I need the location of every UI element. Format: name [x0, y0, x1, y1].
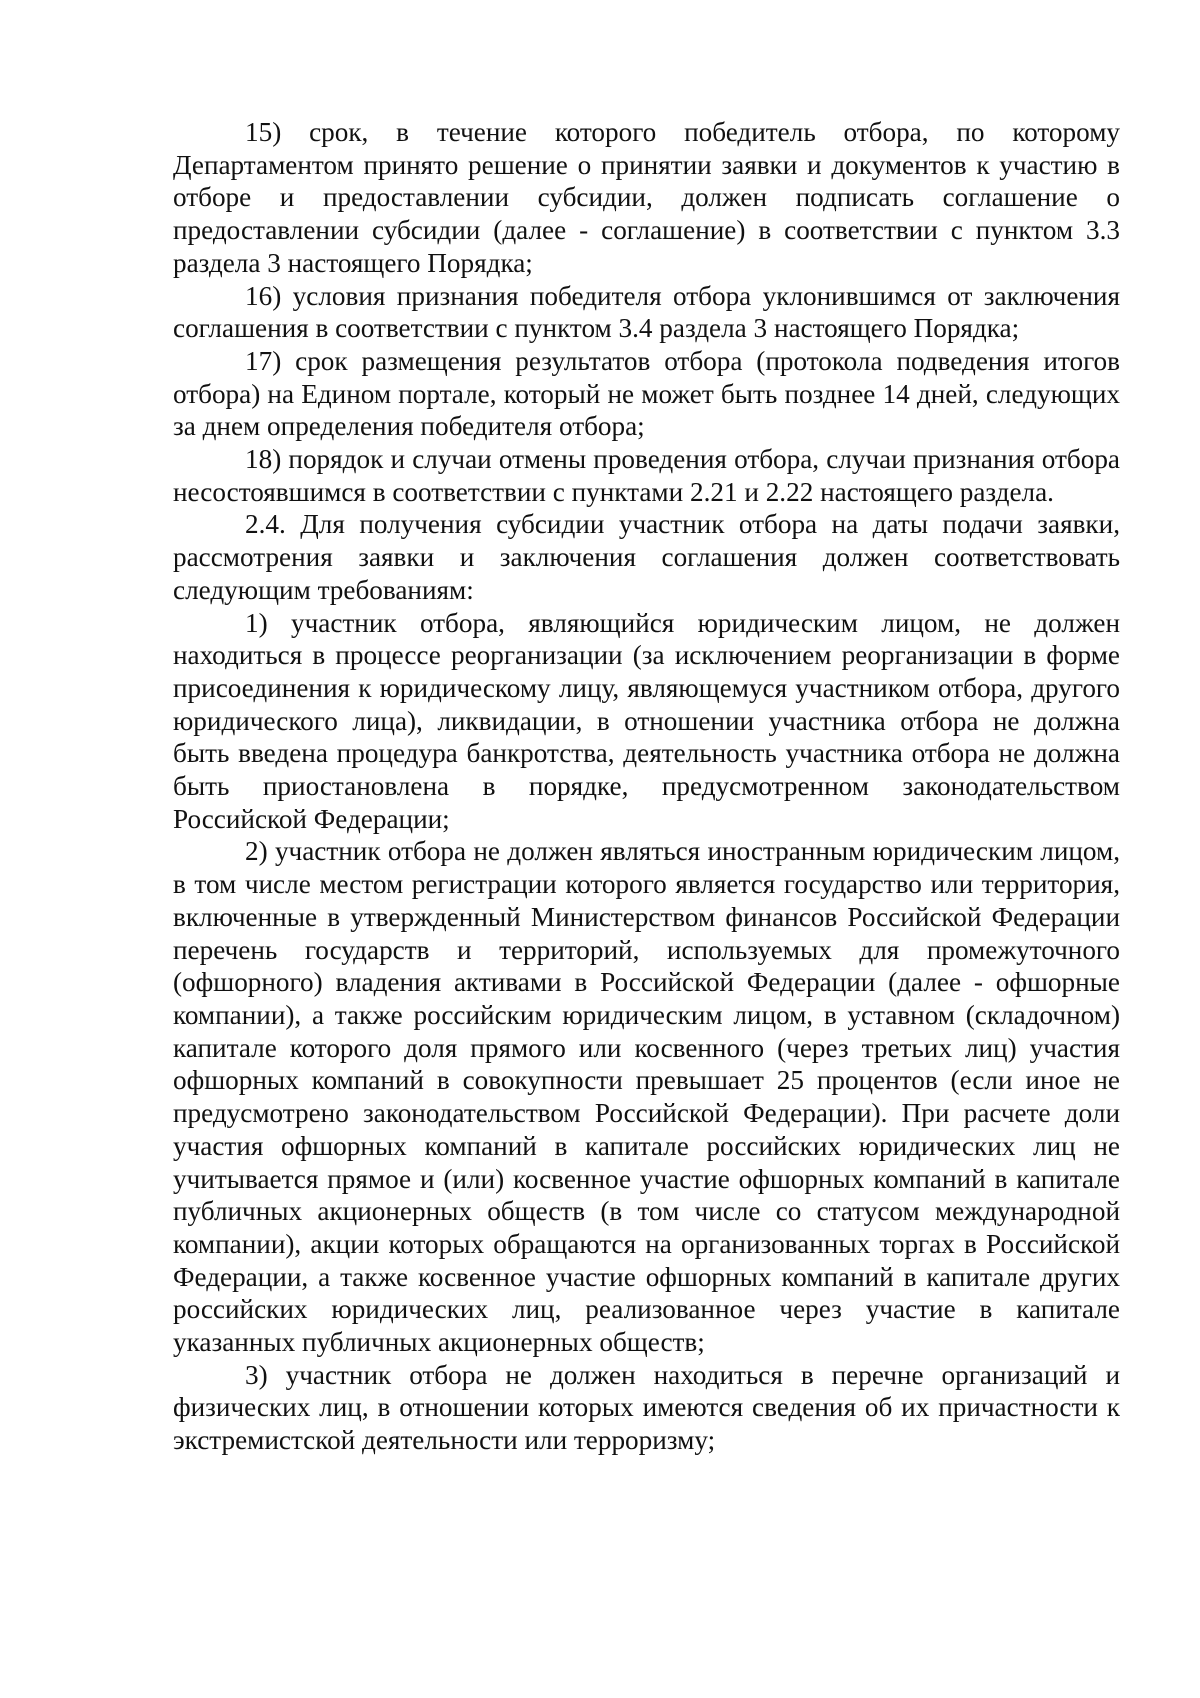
paragraph-item-17: 17) срок размещения результатов отбора (протокола подведения итогов отбора) на Едином портале, который не может быть позднее 14 дней, следующих за днем определения победителя отбора; [173, 345, 1120, 442]
requirement-item-3: 3) участник отбора не должен находиться в перечне организаций и физических лиц, в отношении которых имеются сведения об их причастности к экстремистской деятельности или терроризму; [173, 1359, 1120, 1456]
requirement-item-1: 1) участник отбора, являющийся юридическим лицом, не должен находиться в процессе реорганизации (за исключением реорганизации в форме присоединения к юридическому лицу, являющемуся участником отбора, другого юридического лица), ликвидации, в отношении участника отбора не должна быть введена процедура банкротства, деятельность участника отбора не должна быть приостановлена в порядке, предусмотренном законодательством Российской Федерации; [173, 607, 1120, 834]
paragraph-item-15: 15) срок, в течение которого победитель отбора, по которому Департаментом принято решение о принятии заявки и документов к участию в отборе и предоставлении субсидии, должен подписать соглашение о предоставлении субсидии (далее - соглашение) в соответствии с пунктом 3.3 раздела 3 настоящего Порядка; [173, 117, 1120, 278]
requirement-item-2: 2) участник отбора не должен являться иностранным юридическим лицом, в том числе местом регистрации которого является государство или территория, включенные в утвержденный Министерством финансов Российской Федерации перечень государств и территорий, используемых для промежуточного (офшорного) владения активами в Российской Федерации (далее - офшорные компании), а также российским юридическим лицом, в уставном (складочном) капитале которого доля прямого или косвенного (через третьих лиц) участия офшорных компаний в совокупности превышает 25 процентов (если иное не предусмотрено законодательством Российской Федерации). При расчете доли участия офшорных компаний в капитале российских юридических лиц не учитывается прямое и (или) косвенное участие офшорных компаний в капитале публичных акционерных обществ (в том числе со статусом международной компании), акции которых обращаются на организованных торгах в Российской Федерации, а также косвенное участие офшорных компаний в капитале других российских юридических лиц, реализованное через участие в капитале указанных публичных акционерных обществ; [173, 836, 1120, 1358]
paragraph-item-18: 18) порядок и случаи отмены проведения отбора, случаи признания отбора несостоявшимся в соответствии с пунктами 2.21 и 2.22 настоящего раздела. [173, 444, 1120, 507]
paragraph-section-2-4: 2.4. Для получения субсидии участник отбора на даты подачи заявки, рассмотрения заявки и заключения соглашения должен соответствовать следующим требованиям: [173, 509, 1120, 605]
paragraph-item-16: 16) условия признания победителя отбора уклонившимся от заключения соглашения в соответствии с пунктом 3.4 раздела 3 настоящего Порядка; [173, 280, 1120, 344]
document-body [173, 116, 1120, 1457]
